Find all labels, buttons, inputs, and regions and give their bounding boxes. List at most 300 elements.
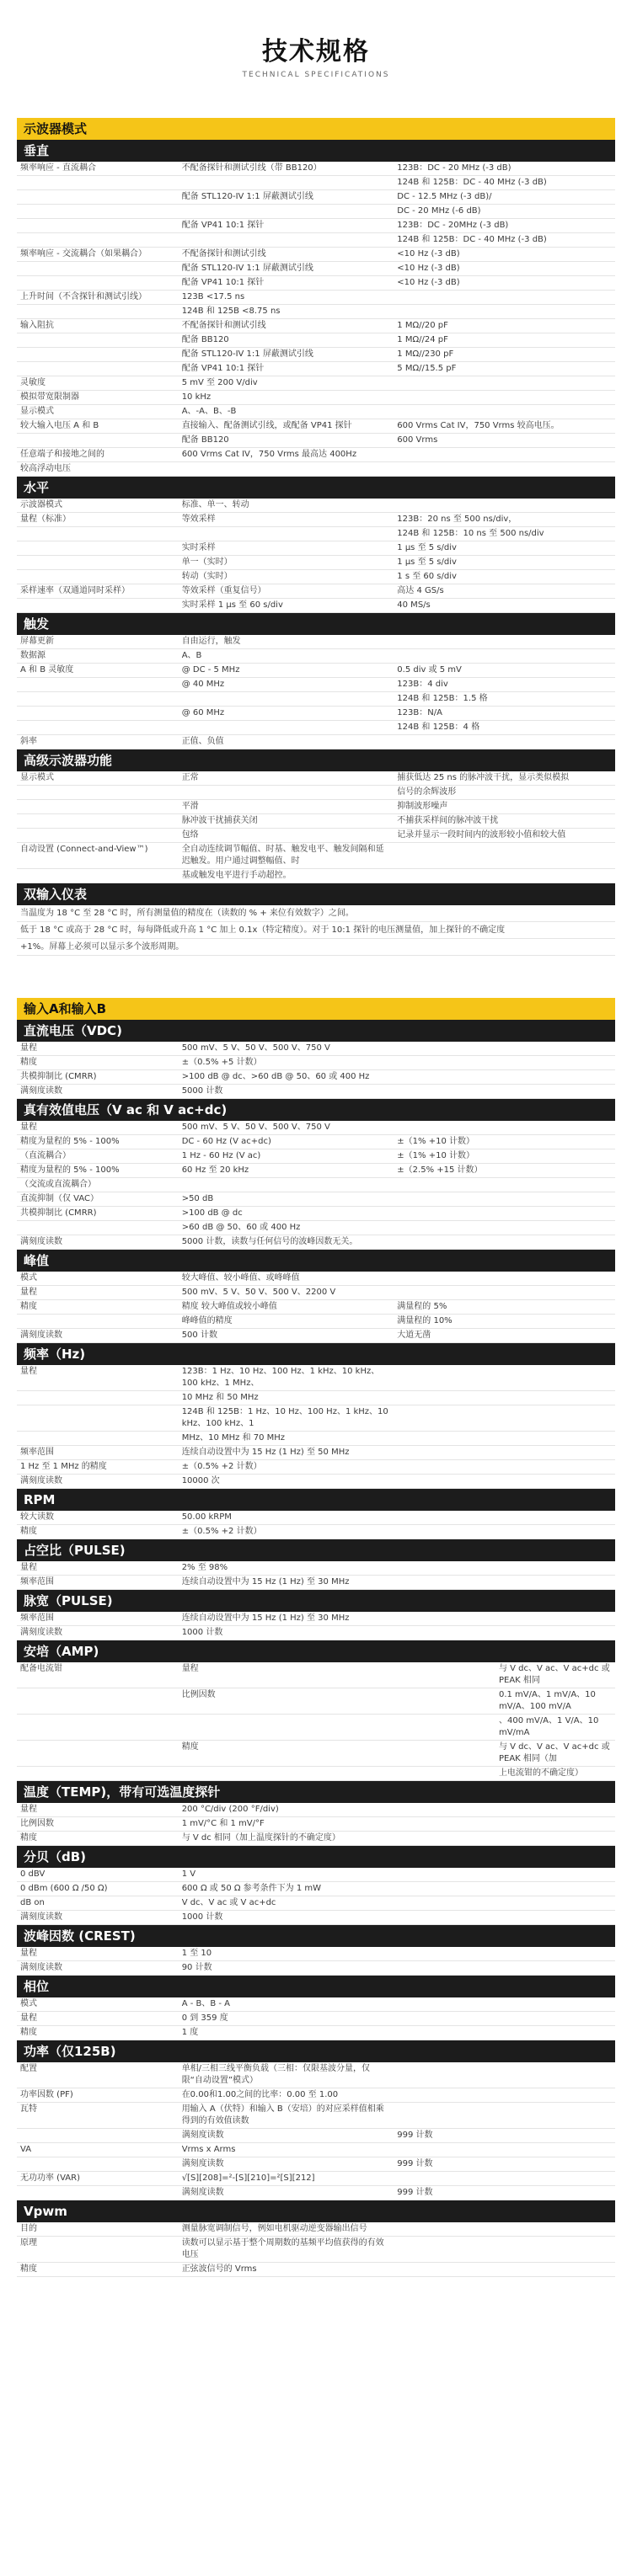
table-cell	[179, 233, 394, 248]
table-cell: 1 MΩ//230 pF	[394, 348, 615, 362]
table-cell	[394, 1446, 615, 1460]
table-cell	[394, 1178, 615, 1192]
table-cell: 基或触发电平进行手动超控。	[179, 869, 394, 883]
table-cell	[495, 2129, 615, 2143]
table-cell	[17, 333, 179, 348]
table-cell	[394, 1868, 615, 1882]
table-row	[17, 2129, 615, 2143]
table-cell: 不配备探针和测试引线	[179, 319, 394, 333]
table-cell	[394, 1460, 615, 1475]
section-title: 占空比（PULSE)	[17, 1539, 615, 1561]
table-row	[17, 499, 615, 513]
table-cell: 目的	[17, 2222, 179, 2237]
spec-table	[17, 1511, 615, 1539]
table-cell: 频率范围	[17, 1612, 179, 1626]
table-cell	[17, 2129, 179, 2143]
table-cell: 峰峰值的精度	[179, 1315, 394, 1329]
table-row	[17, 1207, 615, 1221]
table-cell: 满刻度读数	[179, 2186, 394, 2200]
table-cell	[17, 1767, 179, 1781]
spec-table	[17, 162, 615, 477]
table-row	[17, 1042, 615, 1056]
table-row	[17, 584, 615, 599]
table-cell	[394, 1662, 495, 1688]
table-cell: 999 计数	[394, 2129, 495, 2143]
table-cell	[394, 1715, 495, 1741]
table-cell	[179, 462, 394, 477]
table-cell	[394, 462, 615, 477]
table-cell: 平滑	[179, 800, 394, 814]
table-cell	[17, 1432, 179, 1446]
table-cell: 直接输入、配备测试引线，或配备 VP41 探针	[179, 419, 394, 434]
table-row	[17, 556, 615, 570]
table-row	[17, 1135, 615, 1149]
table-cell: DC - 60 Hz (V ac+dc)	[179, 1135, 394, 1149]
spec-table	[17, 1561, 615, 1590]
page-header	[0, 0, 632, 93]
table-cell: dB on	[17, 1896, 179, 1911]
table-cell: 10000 次	[179, 1475, 394, 1489]
table-cell	[394, 1272, 615, 1286]
spec-table	[17, 635, 615, 749]
table-cell: 转动（实时）	[179, 570, 394, 584]
table-row	[17, 2237, 615, 2263]
table-cell: 50.00 kRPM	[179, 1511, 394, 1525]
table-cell: >50 dB	[179, 1192, 394, 1207]
table-cell: 采样速率（双通道同时采样）	[17, 584, 179, 599]
table-cell: 123B：20 ns 至 500 ns/div，	[394, 513, 615, 527]
table-cell	[394, 1192, 615, 1207]
table-cell: 5000 计数	[179, 1085, 394, 1099]
table-cell: A、B	[179, 649, 394, 664]
spec-table	[17, 1803, 615, 1846]
spec-table	[17, 1662, 615, 1781]
table-cell: 1 μs 至 5 s/div	[394, 556, 615, 570]
table-cell: 显示模式	[17, 405, 179, 419]
section-title: 功率（仅125B)	[17, 2040, 615, 2062]
table-cell: 精度为量程的 5% - 100%	[17, 1164, 179, 1178]
table-cell	[179, 205, 394, 219]
table-cell: Vrms x Arms	[179, 2143, 394, 2157]
table-row	[17, 1576, 615, 1590]
table-cell: 600 Vrms Cat IV，750 Vrms 较高电压。	[394, 419, 615, 434]
table-cell: 斜率	[17, 735, 179, 749]
table-cell	[394, 635, 615, 649]
table-cell: 不配备探针和测试引线	[179, 248, 394, 262]
table-cell: 不配备探针和测试引线（带 BB120）	[179, 162, 394, 176]
block-title: 输入A和输入B	[17, 998, 615, 1020]
table-cell	[394, 1525, 615, 1539]
table-cell: 124B 和 125B：10 ns 至 500 ns/div	[394, 527, 615, 541]
table-row	[17, 2062, 615, 2088]
table-row	[17, 233, 615, 248]
spec-table	[17, 499, 615, 613]
table-cell: 与 V dc 相同（加上温度探针的不确定度）	[179, 1832, 394, 1846]
table-cell	[17, 556, 179, 570]
input-ab-block	[17, 998, 615, 2277]
table-cell: 配备 BB120	[179, 333, 394, 348]
table-cell	[495, 2186, 615, 2200]
table-cell: V dc、V ac 或 V ac+dc	[179, 1896, 394, 1911]
table-cell: DC - 12.5 MHz (-3 dB)/	[394, 190, 615, 205]
table-cell: 600 Vrms	[394, 434, 615, 448]
table-cell	[17, 1391, 179, 1405]
table-cell: 999 计数	[394, 2186, 495, 2200]
table-cell	[394, 735, 615, 749]
table-cell: 不捕获采样间的脉冲波干扰	[394, 814, 615, 829]
table-row	[17, 1997, 615, 2012]
table-cell	[394, 448, 615, 462]
table-row	[17, 362, 615, 376]
table-cell	[394, 1947, 615, 1961]
section-title: 双输入仪表	[17, 883, 615, 905]
table-cell	[394, 2143, 495, 2157]
table-cell: 量程（标准）	[17, 513, 179, 527]
table-cell: ±（0.5% +2 计数）	[179, 1525, 394, 1539]
table-cell	[495, 2143, 615, 2157]
table-cell: 满量程的 10%	[394, 1315, 615, 1329]
table-cell: 90 计数	[179, 1961, 394, 1976]
section-list	[17, 1020, 615, 2277]
table-cell	[394, 1042, 615, 1056]
table-row	[17, 434, 615, 448]
table-cell: 实时采样	[179, 541, 394, 556]
table-cell: 包络	[179, 829, 394, 843]
table-cell: @ 40 MHz	[179, 678, 394, 692]
table-cell: 大道无凿	[394, 1329, 615, 1343]
table-cell	[394, 305, 615, 319]
table-row	[17, 814, 615, 829]
table-cell	[394, 291, 615, 305]
table-cell: 1 mV/°C 和 1 mV/°F	[179, 1817, 394, 1832]
table-cell	[394, 2088, 495, 2103]
table-cell: 量程	[179, 1662, 394, 1688]
table-row	[17, 2143, 615, 2157]
table-row	[17, 1446, 615, 1460]
table-cell: 配备电流钳	[17, 1662, 179, 1688]
table-cell: 信号的余辉波形	[394, 786, 615, 800]
table-cell: 、400 mV/A、1 V/A、10 mV/mA	[495, 1715, 615, 1741]
table-cell: 连续自动设置中为 15 Hz (1 Hz) 至 50 MHz	[179, 1446, 394, 1460]
table-cell: 较高浮动电压	[17, 462, 179, 477]
table-cell	[394, 2103, 495, 2129]
table-cell: 满刻度读数	[17, 1235, 179, 1250]
table-cell: 共模抑制比 (CMRR)	[17, 1070, 179, 1085]
spec-table	[17, 2062, 615, 2200]
table-row	[17, 786, 615, 800]
section-list	[17, 140, 615, 956]
table-row	[17, 205, 615, 219]
table-cell: 精度	[17, 1525, 179, 1539]
table-cell	[17, 2186, 179, 2200]
table-row	[17, 1896, 615, 1911]
table-row	[17, 291, 615, 305]
table-row	[17, 276, 615, 291]
table-cell	[394, 1688, 495, 1715]
table-cell: 等效采样	[179, 513, 394, 527]
table-cell: 连续自动设置中为 15 Hz (1 Hz) 至 30 MHz	[179, 1612, 394, 1626]
table-cell: 频率响应 - 交流耦合（如果耦合）	[17, 248, 179, 262]
table-row	[17, 2186, 615, 2200]
table-row	[17, 1070, 615, 1085]
table-row	[17, 462, 615, 477]
table-cell: 500 mV、5 V、50 V、500 V、750 V	[179, 1121, 394, 1135]
table-row	[17, 1882, 615, 1896]
table-row	[17, 1868, 615, 1882]
section-title: 真有效值电压（V ac 和 V ac+dc)	[17, 1099, 615, 1121]
spec-table	[17, 1997, 615, 2040]
table-cell	[17, 233, 179, 248]
table-row	[17, 635, 615, 649]
table-cell	[17, 541, 179, 556]
table-row	[17, 1511, 615, 1525]
table-row	[17, 513, 615, 527]
table-cell: 单一（实时）	[179, 556, 394, 570]
table-cell: VA	[17, 2143, 179, 2157]
table-cell: 在0.00和1.00之间的比率：0.00 至 1.00	[179, 2088, 394, 2103]
table-cell: 精度	[17, 2026, 179, 2040]
section-title: 峰值	[17, 1250, 615, 1272]
table-cell: 量程	[17, 1286, 179, 1300]
spec-table	[17, 1612, 615, 1640]
table-cell	[17, 2157, 179, 2172]
table-cell	[179, 786, 394, 800]
table-cell: 频率范围	[17, 1576, 179, 1590]
table-cell	[394, 1626, 615, 1640]
table-cell	[179, 1715, 394, 1741]
table-row	[17, 1221, 615, 1235]
spec-table	[17, 2222, 615, 2277]
table-cell: 满刻度读数	[179, 2129, 394, 2143]
table-row	[17, 721, 615, 735]
table-cell: 模式	[17, 1997, 179, 2012]
table-cell: 自动设置 (Connect-and-View™)	[17, 843, 179, 869]
table-cell	[394, 2012, 615, 2026]
table-cell: 124B 和 125B：DC - 40 MHz (-3 dB)	[394, 233, 615, 248]
table-cell: A - B、B - A	[179, 1997, 394, 2012]
table-row	[17, 527, 615, 541]
table-row	[17, 869, 615, 883]
table-row	[17, 570, 615, 584]
table-cell	[394, 2222, 615, 2237]
table-cell	[17, 348, 179, 362]
table-row	[17, 1662, 615, 1688]
table-cell: @ DC - 5 MHz	[179, 664, 394, 678]
table-cell	[17, 219, 179, 233]
table-row	[17, 405, 615, 419]
table-cell: 124B 和 125B <8.75 ns	[179, 305, 394, 319]
table-cell: 配备 VP41 10:1 探针	[179, 362, 394, 376]
table-cell: 精度	[17, 2263, 179, 2277]
table-cell: 123B <17.5 ns	[179, 291, 394, 305]
table-cell: 200 °C/div (200 °F/div)	[179, 1803, 394, 1817]
table-cell: 0 到 359 度	[179, 2012, 394, 2026]
table-cell: 124B 和 125B：4 格	[394, 721, 615, 735]
table-cell	[394, 1235, 615, 1250]
table-cell	[394, 1365, 615, 1391]
table-cell: 5 MΩ//15.5 pF	[394, 362, 615, 376]
table-cell	[394, 2172, 495, 2186]
table-row	[17, 1056, 615, 1070]
table-cell: 量程	[17, 1365, 179, 1391]
table-row	[17, 348, 615, 362]
table-cell: 配备 VP41 10:1 探针	[179, 276, 394, 291]
table-cell: 0 dBm (600 Ω /50 Ω)	[17, 1882, 179, 1896]
table-cell: 等效采样（重复信号）	[179, 584, 394, 599]
table-cell	[17, 190, 179, 205]
table-row	[17, 1803, 615, 1817]
table-cell	[394, 1085, 615, 1099]
table-cell	[17, 305, 179, 319]
table-cell	[17, 829, 179, 843]
table-cell: 60 Hz 至 20 kHz	[179, 1164, 394, 1178]
table-row	[17, 333, 615, 348]
table-cell	[17, 814, 179, 829]
table-cell: 精度	[17, 1300, 179, 1315]
table-cell: 上升时间（不含探针和测试引线）	[17, 291, 179, 305]
table-cell	[17, 692, 179, 707]
table-row	[17, 1149, 615, 1164]
table-row	[17, 1688, 615, 1715]
table-cell	[394, 1207, 615, 1221]
section-title: RPM	[17, 1489, 615, 1511]
table-cell: （交流或直流耦合）	[17, 1178, 179, 1192]
section-title: 触发	[17, 613, 615, 635]
table-cell	[394, 1405, 615, 1432]
table-row	[17, 1365, 615, 1391]
table-cell: 10 MHz 和 50 MHz	[179, 1391, 394, 1405]
table-cell: 满刻度读数	[17, 1911, 179, 1925]
table-cell	[17, 1315, 179, 1329]
table-cell	[179, 1767, 394, 1781]
table-row	[17, 190, 615, 205]
table-cell: >60 dB @ 50、60 或 400 Hz	[179, 1221, 394, 1235]
spec-table	[17, 1868, 615, 1925]
table-row	[17, 248, 615, 262]
table-cell: 直流抑制（仅 VAC）	[17, 1192, 179, 1207]
table-row	[17, 678, 615, 692]
table-cell: <10 Hz (-3 dB)	[394, 276, 615, 291]
table-cell	[394, 2062, 495, 2088]
table-cell: 量程	[17, 1561, 179, 1576]
table-cell: 1 至 10	[179, 1947, 394, 1961]
table-cell: 读数可以显示基于整个周期数的基频平均值获得的有效电压	[179, 2237, 394, 2263]
spec-table	[17, 1272, 615, 1343]
table-row	[17, 2103, 615, 2129]
table-row	[17, 1626, 615, 1640]
table-cell: 1 MΩ//20 pF	[394, 319, 615, 333]
table-cell: ±（1% +10 计数）	[394, 1135, 615, 1149]
section-title: 分贝（dB)	[17, 1846, 615, 1868]
table-cell: 精度	[179, 1741, 394, 1767]
table-cell: >100 dB @ dc、>60 dB @ 50、60 或 400 Hz	[179, 1070, 394, 1085]
table-cell: 满刻度读数	[17, 1626, 179, 1640]
table-row	[17, 305, 615, 319]
table-cell: 配备 BB120	[179, 434, 394, 448]
table-cell: 捕获低达 25 ns 的脉冲波干扰，显示类似模拟	[394, 771, 615, 786]
table-cell: 1000 计数	[179, 1626, 394, 1640]
table-cell	[179, 721, 394, 735]
table-cell: 量程	[17, 1121, 179, 1135]
table-cell	[394, 869, 615, 883]
table-cell: 任意端子和接地之间的	[17, 448, 179, 462]
table-cell: 全自动连续调节幅值、时基、触发电平、触发间隔和延迟触发。用户通过调整幅值、时	[179, 843, 394, 869]
table-cell: 与 V dc、V ac、V ac+dc 或 PEAK 相同（加	[495, 1741, 615, 1767]
table-cell	[394, 391, 615, 405]
table-cell: 自由运行，触发	[179, 635, 394, 649]
table-row	[17, 1911, 615, 1925]
table-cell: 连续自动设置中为 15 Hz (1 Hz) 至 30 MHz	[179, 1576, 394, 1590]
table-cell	[17, 1405, 179, 1432]
table-cell	[17, 721, 179, 735]
table-cell: ±（0.5% +2 计数）	[179, 1460, 394, 1475]
table-cell: 上电流钳的不确定度）	[495, 1767, 615, 1781]
table-cell: 满刻度读数	[17, 1961, 179, 1976]
section-title: 频率（Hz)	[17, 1343, 615, 1365]
table-row	[17, 162, 615, 176]
table-cell: 1 Hz 至 1 MHz 的精度	[17, 1460, 179, 1475]
table-cell	[394, 1832, 615, 1846]
table-cell	[495, 2103, 615, 2129]
table-cell: （直流耦合）	[17, 1149, 179, 1164]
table-cell: @ 60 MHz	[179, 707, 394, 721]
table-cell: 精度	[17, 1832, 179, 1846]
table-cell	[394, 376, 615, 391]
table-row	[17, 1192, 615, 1207]
table-cell: 记录并显示一段时间内的波形较小值和较大值	[394, 829, 615, 843]
table-row	[17, 843, 615, 869]
table-row	[17, 219, 615, 233]
table-cell: 1 度	[179, 2026, 394, 2040]
table-cell	[394, 2237, 615, 2263]
table-cell	[394, 405, 615, 419]
table-cell	[495, 2062, 615, 2088]
spec-table	[17, 771, 615, 883]
table-row	[17, 2012, 615, 2026]
table-cell: 模式	[17, 1272, 179, 1286]
table-cell: 600 Ω 或 50 Ω 参考条件下为 1 mW	[179, 1882, 394, 1896]
table-cell: 量程	[17, 1947, 179, 1961]
table-cell	[17, 800, 179, 814]
table-cell: 抑制波形噪声	[394, 800, 615, 814]
section-title: 相位	[17, 1976, 615, 1997]
table-row	[17, 829, 615, 843]
table-cell: >100 dB @ dc	[179, 1207, 394, 1221]
section-title: 直流电压（VDC)	[17, 1020, 615, 1042]
table-row	[17, 1741, 615, 1767]
table-cell: ±（0.5% +5 计数）	[179, 1056, 394, 1070]
table-row	[17, 1612, 615, 1626]
oscilloscope-mode-block	[17, 118, 615, 956]
table-cell: 满刻度读数	[17, 1085, 179, 1099]
table-cell: 与 V dc、V ac、V ac+dc 或 PEAK 相同	[495, 1662, 615, 1688]
table-cell: 比例因数	[179, 1688, 394, 1715]
section-title: 高级示波器功能	[17, 749, 615, 771]
table-cell: √[S][208]=²-[S][210]=²[S][212]	[179, 2172, 394, 2186]
table-row	[17, 1832, 615, 1846]
table-row	[17, 2222, 615, 2237]
table-row	[17, 1178, 615, 1192]
table-cell: 测量脉宽调制信号，例如电机驱动逆变器输出信号	[179, 2222, 394, 2237]
table-cell	[495, 2088, 615, 2103]
table-cell: 2% 至 98%	[179, 1561, 394, 1576]
table-row	[17, 771, 615, 786]
table-cell	[394, 1817, 615, 1832]
table-row	[17, 1164, 615, 1178]
table-cell	[394, 1561, 615, 1576]
table-row	[17, 2026, 615, 2040]
table-cell	[394, 1391, 615, 1405]
